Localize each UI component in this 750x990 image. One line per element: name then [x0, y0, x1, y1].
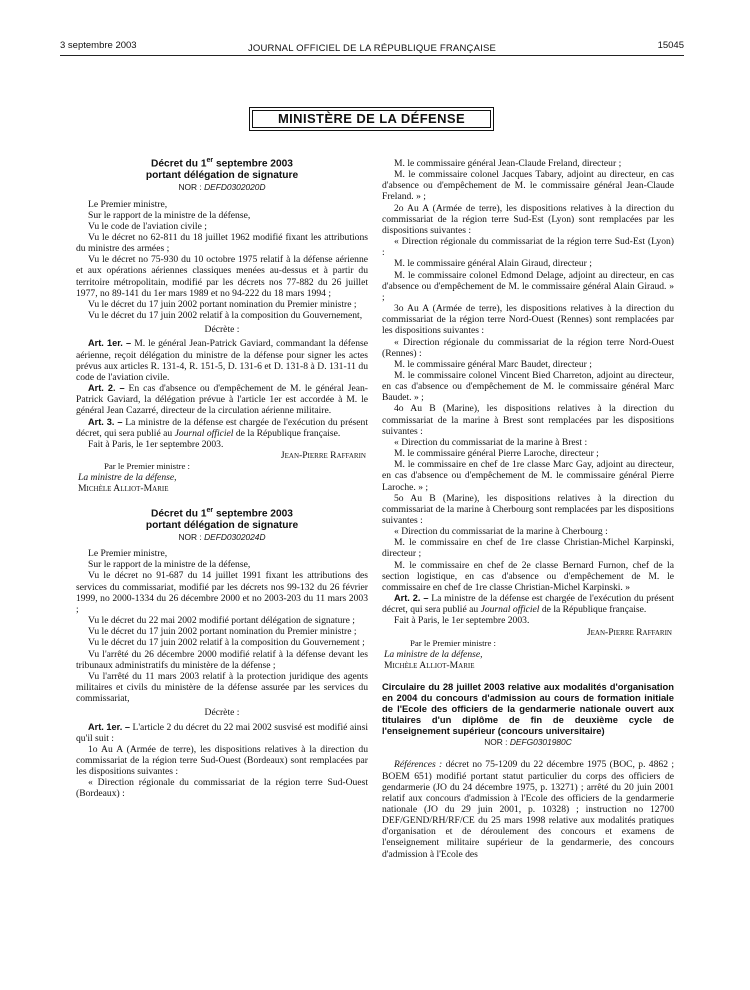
paragraph: « Direction régionale du commissariat de la région terre Sud-Ouest (Bordeaux) : [76, 777, 368, 800]
decree1-fait: Fait à Paris, le 1er septembre 2003. [88, 438, 224, 450]
paragraph: M. le commissaire en chef de 2e classe Bernard Furnon, chef de la section logistique, en cas d'absence ou d'empêchement de M. le commissaire en chef de 1re classe Christian-Michel Karpinski. » [382, 559, 674, 593]
circulaire-references: Références : décret no 75-1209 du 22 décembre 1975 (BOC, p. 4862 ; BOEM 651) modifié portant statut particulier du corps des officiers de gendarmerie (JO du 24 décembre 1975, p. 13271) ; arrêté du 20 juin 2001 relatif aux concours d'admission à l'Ecole des officiers de la gendarmerie nationale (JO du 29 juin 2001, p. 10328) ; instruction no 12700 DEF/GEND/RH/RF/CE du 25 mars 1998 relative aux modalités pratiques d'organisation et de déroulement des concours et examens de l'enseignement militaire supérieur de la gendarmerie, des concours d'admission à l'Ecole des [382, 759, 674, 860]
decree2-la-ministre: La ministre de la défense, [384, 648, 483, 660]
decree2-decrete: Décrète : [204, 707, 240, 719]
decree1-preamble [76, 199, 368, 322]
decree1-subtitle: portant délégation de signature [145, 169, 299, 181]
paragraph: Vu le décret du 17 juin 2002 portant nomination du Premier ministre ; [88, 298, 357, 310]
decree2-minister: Michèle Alliot-Marie [384, 660, 475, 672]
paragraph: Sur le rapport de la ministre de la défense, [88, 209, 251, 221]
decree1-art3: Art. 3. – La ministre de la défense est chargée de l'exécution du présent décret, qui sera publié au Journal officiel de la République française. [76, 416, 368, 439]
paragraph: Vu le décret du 17 juin 2002 relatif à la composition du Gouvernement, [88, 310, 363, 322]
header-journal-title: JOURNAL OFFICIEL DE LA RÉPUBLIQUE FRANÇAISE [247, 43, 497, 54]
paragraph: Vu le code de l'aviation civile ; [88, 220, 207, 232]
paragraph: M. le commissaire général Jean-Claude Freland, directeur ; [394, 158, 622, 169]
header-page-number: 15045 [657, 40, 684, 51]
paragraph: M. le commissaire colonel Edmond Delage, adjoint au directeur, en cas d'absence ou d'empêchement de M. le commissaire général Alain Giraud. » ; [382, 269, 674, 303]
paragraph: Vu l'arrêté du 11 mars 2003 relatif à la protection juridique des agents militaires et civils du ministère de la défense assurée par les services du commissariat, [76, 670, 368, 705]
paragraph: M. le commissaire général Alain Giraud, directeur ; [394, 258, 592, 270]
decree2-preamble [76, 548, 368, 704]
ministry-title: MINISTÈRE DE LA DÉFENSE [252, 110, 491, 128]
decree2-left-tail [76, 744, 368, 800]
header-rule [60, 55, 684, 56]
ministry-box [249, 107, 494, 131]
paragraph: Vu le décret du 17 juin 2002 portant nomination du Premier ministre ; [88, 626, 357, 638]
decree2-fait: Fait à Paris, le 1er septembre 2003. [394, 615, 530, 627]
page-header [60, 40, 684, 54]
paragraph: « Direction du commissariat de la marine à Brest : [394, 436, 588, 448]
decree1-la-ministre: La ministre de la défense, [78, 472, 177, 484]
paragraph: M. le commissaire en chef de 1re classe Marc Gay, adjoint au directeur, en cas d'absence ou d'empêchement de M. le commissaire général Pierre Laroche. » ; [382, 459, 674, 493]
paragraph: M. le commissaire colonel Jacques Tabary, adjoint au directeur, en cas d'absence ou d'empêchement de M. le commissaire général Jean-Claude Freland. » ; [382, 169, 674, 203]
left-column [76, 155, 368, 800]
decree1-art1: Art. 1er. – M. le général Jean-Patrick Gaviard, commandant la défense aérienne, reçoit délégation du ministre de la défense pour signer les actes prévus aux articles R. 131-4, R. 151-5, D. 131-6 et D. 131-8 à D. 131-11 du code de l'aviation civile. [76, 338, 368, 383]
paragraph: Vu le décret no 91-687 du 14 juillet 1991 fixant les attributions des services du commissariat, modifié par les décrets nos 99-132 du 26 février 1999, no 2000-1334 du 26 décembre 2000 et no 2003-203 du 11 mars 2003 ; [76, 570, 368, 615]
decree1-title: Décret du 1er septembre 2003 [151, 157, 293, 170]
paragraph: Le Premier ministre, [88, 548, 168, 560]
decree1-nor: NOR : DEFD0302020D [178, 182, 266, 193]
header-date: 3 septembre 2003 [60, 40, 137, 51]
paragraph: 3o Au A (Armée de terre), les dispositions relatives à la direction du commissariat de la région terre Nord-Ouest (Rennes) sont remplacées par les dispositions suivantes : [382, 303, 674, 337]
decree2-art1: Art. 1er. – L'article 2 du décret du 22 mai 2002 susvisé est modifié ainsi qu'il suit : [76, 721, 368, 744]
decree1-decrete: Décrète : [204, 324, 240, 336]
paragraph: « Direction régionale du commissariat de la région terre Sud-Est (Lyon) : [382, 236, 674, 259]
right-column [382, 158, 674, 860]
paragraph: M. le commissaire en chef de 1re classe Christian-Michel Karpinski, directeur ; [382, 537, 674, 560]
paragraph: Sur le rapport de la ministre de la défense, [88, 559, 251, 571]
circulaire-nor: NOR : DEFG0301980C [484, 737, 572, 748]
paragraph: 4o Au B (Marine), les dispositions relatives à la direction du commissariat de la marine à Brest sont remplacées par les dispositions suivantes : [382, 403, 674, 437]
decree1-minister: Michèle Alliot-Marie [78, 483, 169, 495]
paragraph: M. le commissaire colonel Vincent Bied Charreton, adjoint au directeur, en cas d'absence ou d'empêchement de M. le commissaire général Marc Baudet. » ; [382, 369, 674, 404]
paragraph: « Direction du commissariat de la marine à Cherbourg : [394, 526, 608, 538]
paragraph: Vu le décret no 75-930 du 10 octobre 1975 relatif à la défense aérienne et aux opérations aériennes classiques menées au-dessus et à partir du territoire métropolitain, modifié par les décrets nos 77-882 du 26 juillet 1977, no 89-141 du 1er mars 1989 et no 94-222 du 18 mars 1994 ; [76, 254, 368, 299]
paragraph: Vu le décret du 17 juin 2002 relatif à la composition du Gouvernement ; [88, 637, 365, 649]
paragraph: Vu le décret du 22 mai 2002 modifié portant délégation de signature ; [88, 615, 355, 627]
paragraph: 5o Au B (Marine), les dispositions relatives à la direction du commissariat de la marine à Cherbourg sont remplacées par les dispositions suivantes : [382, 492, 674, 526]
paragraph: 2o Au A (Armée de terre), les dispositions relatives à la direction du commissariat de la région terre Sud-Est (Lyon) sont remplacées par les dispositions suivantes : [382, 202, 674, 236]
paragraph: 1o Au A (Armée de terre), les dispositions relatives à la direction du commissariat de la région terre Sud-Ouest (Bordeaux) sont remplacées par les dispositions suivantes : [76, 743, 368, 778]
decree1-par-pm: Par le Premier ministre : [104, 461, 190, 472]
decree1-signer: Jean-Pierre Raffarin [280, 449, 366, 461]
decree2-art2: Art. 2. – La ministre de la défense est chargée de l'exécution du présent décret, qui sera publié au Journal officiel de la République française. [382, 593, 674, 616]
decree2-signer: Jean-Pierre Raffarin [586, 626, 672, 638]
decree2-subtitle: portant délégation de signature [145, 519, 299, 531]
decree2-nor: NOR : DEFD0302024D [178, 532, 266, 542]
paragraph: M. le commissaire général Pierre Laroche, directeur ; [394, 448, 599, 460]
circulaire-title: Circulaire du 28 juillet 2003 relative aux modalités d'organisation en 2004 du concours d'admission au cours de formation initiale de l'Ecole des officiers de la gendarmerie nationale ouvert aux titulaires d'un diplôme de fin de deuxième cycle de l'enseignement supérieur (concours universitaire) [382, 681, 674, 737]
paragraph: Le Premier ministre, [88, 198, 168, 210]
paragraph: M. le commissaire général Marc Baudet, directeur ; [394, 358, 592, 370]
decree1-art2: Art. 2. – En cas d'absence ou d'empêchement de M. le général Jean-Patrick Gaviard, la délégation prévue à l'article 1er est accordée à M. le général Jean Cazarré, directeur de la circulation aérienne militaire. [76, 383, 368, 417]
decree2-par-pm: Par le Premier ministre : [410, 637, 496, 648]
decree2-title: Décret du 1er septembre 2003 [151, 506, 293, 519]
paragraph: Vu le décret no 62-811 du 18 juillet 1962 modifié fixant les attributions du ministre des armées ; [76, 232, 368, 255]
decree2-continued [382, 158, 674, 593]
paragraph: Vu l'arrêté du 26 décembre 2000 modifié relatif à la défense devant les tribunaux administratifs du ministère de la défense ; [76, 648, 368, 671]
paragraph: « Direction régionale du commissariat de la région terre Nord-Ouest (Rennes) : [382, 336, 674, 359]
